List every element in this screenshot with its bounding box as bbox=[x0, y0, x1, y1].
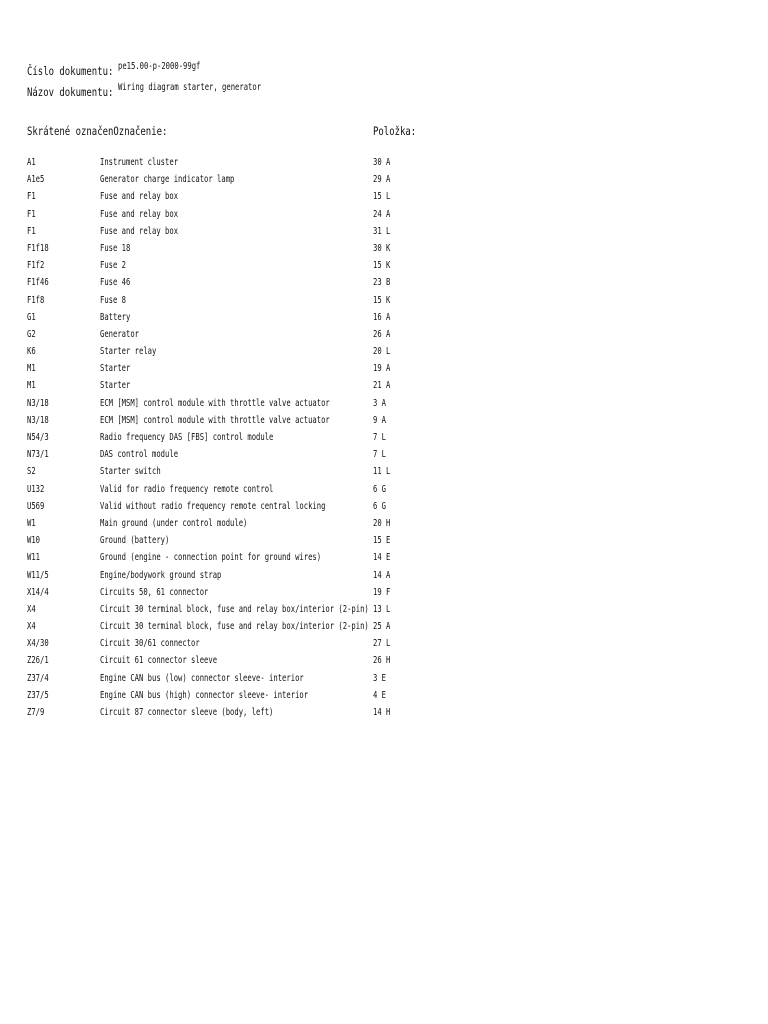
component-code: X4/30 bbox=[27, 638, 49, 650]
table-row bbox=[0, 189, 768, 206]
component-description: Circuit 30 terminal block, fuse and relay box/interior (2-pin) bbox=[100, 621, 369, 633]
component-description: Circuits 50, 61 connector bbox=[100, 586, 209, 598]
component-description: Circuit 87 connector sleeve (body, left) bbox=[100, 707, 274, 718]
table-row bbox=[0, 568, 768, 585]
designation-table bbox=[0, 155, 768, 722]
component-description: Fuse 18 bbox=[100, 242, 131, 254]
table-row bbox=[0, 705, 768, 722]
component-code: F1 bbox=[27, 225, 36, 237]
component-description: Ground (engine - connection point for ground wires) bbox=[100, 552, 322, 564]
diagram-position: 15 K bbox=[373, 294, 391, 306]
column-header-item: Položka: bbox=[373, 124, 417, 138]
component-code: K6 bbox=[27, 346, 36, 358]
component-code: U569 bbox=[27, 500, 45, 512]
diagram-position: 3 E bbox=[373, 672, 387, 684]
table-row bbox=[0, 275, 768, 292]
component-description: DAS control module bbox=[100, 449, 179, 461]
component-code: N3/18 bbox=[27, 397, 49, 409]
component-code: N73/1 bbox=[27, 449, 49, 461]
diagram-position: 9 A bbox=[373, 414, 387, 426]
table-row bbox=[0, 619, 768, 636]
table-row bbox=[0, 430, 768, 447]
component-code: N54/3 bbox=[27, 432, 49, 443]
component-code: S2 bbox=[27, 466, 36, 478]
table-row bbox=[0, 516, 768, 533]
diagram-position: 30 K bbox=[373, 242, 391, 254]
component-description: Fuse and relay box bbox=[100, 191, 179, 203]
component-code: A1e5 bbox=[27, 174, 45, 186]
component-description: Valid without radio frequency remote central locking bbox=[100, 500, 326, 512]
diagram-position: 14 E bbox=[373, 552, 391, 564]
component-description: Fuse and relay box bbox=[100, 208, 179, 220]
component-description: Generator charge indicator lamp bbox=[100, 174, 235, 186]
component-code: U132 bbox=[27, 483, 45, 495]
diagram-position: 19 A bbox=[373, 363, 391, 375]
table-row bbox=[0, 464, 768, 481]
table-row bbox=[0, 671, 768, 688]
table-row bbox=[0, 653, 768, 670]
diagram-position: 14 A bbox=[373, 569, 391, 581]
diagram-position: 11 L bbox=[373, 466, 391, 478]
table-row bbox=[0, 378, 768, 395]
component-description: Engine/bodywork ground strap bbox=[100, 569, 222, 581]
component-code: X4 bbox=[27, 603, 36, 615]
doc-number-label: Číslo dokumentu: bbox=[27, 64, 114, 78]
diagram-position: 29 A bbox=[373, 174, 391, 186]
diagram-position: 30 A bbox=[373, 157, 391, 168]
table-row bbox=[0, 361, 768, 378]
doc-number-value: pe15.00-p-2000-99gf bbox=[118, 61, 201, 72]
component-code: F1f46 bbox=[27, 277, 49, 289]
diagram-position: 20 H bbox=[373, 517, 391, 529]
component-description: Starter bbox=[100, 380, 131, 392]
component-description: Fuse and relay box bbox=[100, 225, 179, 237]
component-description: Engine CAN bus (low) connector sleeve- interior bbox=[100, 672, 304, 684]
doc-name-label: Názov dokumentu: bbox=[27, 85, 114, 99]
diagram-position: 25 A bbox=[373, 621, 391, 633]
component-code: F1f8 bbox=[27, 294, 45, 306]
diagram-position: 19 F bbox=[373, 586, 391, 598]
table-row bbox=[0, 413, 768, 430]
component-code: F1 bbox=[27, 191, 36, 203]
table-row bbox=[0, 688, 768, 705]
table-row bbox=[0, 447, 768, 464]
table-row bbox=[0, 172, 768, 189]
component-code: M1 bbox=[27, 363, 36, 375]
diagram-position: 31 L bbox=[373, 225, 391, 237]
component-code: M1 bbox=[27, 380, 36, 392]
component-code: X14/4 bbox=[27, 586, 49, 598]
table-row bbox=[0, 499, 768, 516]
table-row bbox=[0, 258, 768, 275]
component-code: N3/18 bbox=[27, 414, 49, 426]
table-row bbox=[0, 241, 768, 258]
diagram-position: 21 A bbox=[373, 380, 391, 392]
doc-name-value: Wiring diagram starter, generator bbox=[118, 82, 262, 93]
component-code: Z7/9 bbox=[27, 707, 45, 718]
component-description: Battery bbox=[100, 311, 131, 323]
component-code: G2 bbox=[27, 328, 36, 340]
diagram-position: 15 L bbox=[373, 191, 391, 203]
diagram-position: 15 E bbox=[373, 535, 391, 547]
component-description: Radio frequency DAS [FBS] control module bbox=[100, 432, 274, 443]
component-code: G1 bbox=[27, 311, 36, 323]
table-row bbox=[0, 550, 768, 567]
diagram-position: 7 L bbox=[373, 432, 387, 443]
table-row bbox=[0, 155, 768, 172]
table-row bbox=[0, 585, 768, 602]
diagram-position: 7 L bbox=[373, 449, 387, 461]
component-description: Generator bbox=[100, 328, 140, 340]
diagram-position: 6 G bbox=[373, 483, 387, 495]
component-description: Circuit 30 terminal block, fuse and relay box/interior (2-pin) bbox=[100, 603, 369, 615]
table-row bbox=[0, 396, 768, 413]
component-code: F1 bbox=[27, 208, 36, 220]
component-code: Z37/5 bbox=[27, 689, 49, 701]
diagram-position: 27 L bbox=[373, 638, 391, 650]
column-header-short-designation: Skrátené označenOznačenie: bbox=[27, 124, 168, 138]
component-description: ECM [MSM] control module with throttle valve actuator bbox=[100, 414, 330, 426]
component-code: Z37/4 bbox=[27, 672, 49, 684]
component-description: Instrument cluster bbox=[100, 157, 179, 168]
doc-number-row bbox=[27, 60, 201, 78]
table-row bbox=[0, 327, 768, 344]
diagram-position: 15 K bbox=[373, 260, 391, 272]
table-row bbox=[0, 482, 768, 499]
table-row bbox=[0, 602, 768, 619]
component-description: Starter switch bbox=[100, 466, 161, 478]
diagram-position: 13 L bbox=[373, 603, 391, 615]
diagram-position: 20 L bbox=[373, 346, 391, 358]
component-code: W11 bbox=[27, 552, 41, 564]
table-row bbox=[0, 636, 768, 653]
table-row bbox=[0, 224, 768, 241]
component-code: Z26/1 bbox=[27, 655, 49, 667]
diagram-position: 4 E bbox=[373, 689, 387, 701]
component-description: Engine CAN bus (high) connector sleeve- interior bbox=[100, 689, 309, 701]
component-description: Main ground (under control module) bbox=[100, 517, 248, 529]
table-row bbox=[0, 310, 768, 327]
table-row bbox=[0, 293, 768, 310]
diagram-position: 14 H bbox=[373, 707, 391, 718]
diagram-position: 16 A bbox=[373, 311, 391, 323]
component-description: Valid for radio frequency remote control bbox=[100, 483, 274, 495]
component-description: Ground (battery) bbox=[100, 535, 170, 547]
table-row bbox=[0, 207, 768, 224]
component-description: Starter relay bbox=[100, 346, 157, 358]
diagram-position: 24 A bbox=[373, 208, 391, 220]
component-description: Starter bbox=[100, 363, 131, 375]
component-code: W1 bbox=[27, 517, 36, 529]
diagram-position: 23 B bbox=[373, 277, 391, 289]
component-description: Fuse 8 bbox=[100, 294, 127, 306]
table-row bbox=[0, 533, 768, 550]
component-description: Circuit 30/61 connector bbox=[100, 638, 200, 650]
doc-name-row bbox=[27, 81, 262, 99]
diagram-position: 26 A bbox=[373, 328, 391, 340]
component-code: F1f2 bbox=[27, 260, 45, 272]
component-code: A1 bbox=[27, 157, 36, 168]
component-code: W11/5 bbox=[27, 569, 49, 581]
component-code: X4 bbox=[27, 621, 36, 633]
component-code: F1f18 bbox=[27, 242, 49, 254]
component-description: ECM [MSM] control module with throttle valve actuator bbox=[100, 397, 330, 409]
diagram-position: 3 A bbox=[373, 397, 387, 409]
diagram-position: 26 H bbox=[373, 655, 391, 667]
component-description: Fuse 2 bbox=[100, 260, 127, 272]
table-row bbox=[0, 344, 768, 361]
component-code: W10 bbox=[27, 535, 41, 547]
component-description: Fuse 46 bbox=[100, 277, 131, 289]
component-description: Circuit 61 connector sleeve bbox=[100, 655, 218, 667]
diagram-position: 6 G bbox=[373, 500, 387, 512]
